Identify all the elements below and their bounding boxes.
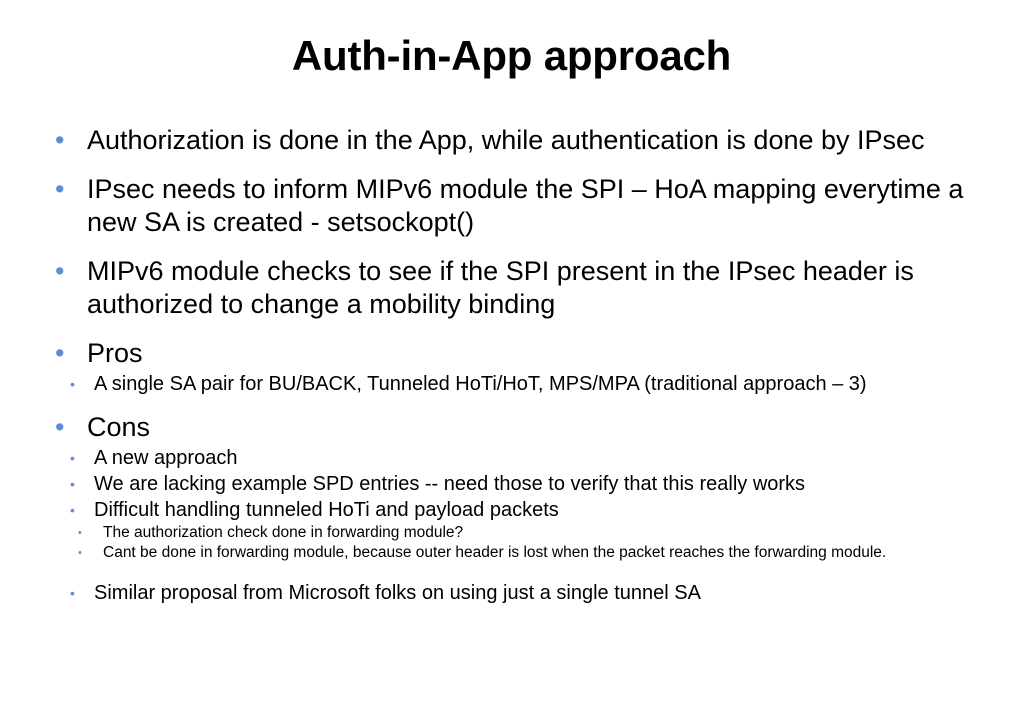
cons-list bbox=[70, 446, 985, 606]
bullet-icon: • bbox=[55, 256, 65, 286]
sub-bullet-item bbox=[70, 372, 985, 397]
bullet-icon: • bbox=[55, 338, 65, 368]
sub-bullet-item bbox=[70, 472, 985, 497]
bullet-text: IPsec needs to inform MIPv6 module the SPI – HoA mapping everytime a new SA is created - setsockopt() bbox=[87, 174, 964, 237]
bullet-text: MIPv6 module checks to see if the SPI present in the IPsec header is authorized to change a mobility binding bbox=[87, 256, 914, 319]
sub-bullet-text: We are lacking example SPD entries -- need those to verify that this really works bbox=[94, 473, 806, 495]
slide-content bbox=[55, 124, 985, 622]
bullet-icon: • bbox=[55, 125, 65, 155]
main-bullet-list bbox=[55, 124, 985, 606]
pros-list bbox=[70, 372, 985, 397]
sub-bullet-text: A single SA pair for BU/BACK, Tunneled HoTi/HoT, MPS/MPA (traditional approach – 3) bbox=[94, 373, 867, 395]
bullet-icon: • bbox=[70, 376, 75, 392]
sub-bullet-item bbox=[70, 446, 985, 471]
cons-detail-list bbox=[78, 523, 985, 563]
bullet-text: Pros bbox=[87, 338, 143, 368]
sub-bullet-item bbox=[70, 581, 985, 606]
bullet-icon: • bbox=[70, 585, 75, 601]
sub-bullet-text: Difficult handling tunneled HoTi and payload packets bbox=[94, 499, 559, 521]
sub-bullet-item bbox=[70, 498, 985, 563]
sub-bullet-text: A new approach bbox=[94, 447, 238, 469]
bullet-icon: • bbox=[78, 547, 82, 559]
sub-bullet-text: Similar proposal from Microsoft folks on using just a single tunnel SA bbox=[94, 582, 701, 604]
bullet-icon: • bbox=[55, 174, 65, 204]
bullet-item bbox=[55, 255, 985, 321]
bullet-item-cons bbox=[55, 411, 985, 606]
slide-title: Auth-in-App approach bbox=[291, 32, 732, 79]
bullet-item bbox=[55, 173, 985, 239]
bullet-icon: • bbox=[78, 527, 82, 539]
detail-bullet-item bbox=[78, 543, 985, 563]
bullet-item bbox=[55, 124, 985, 157]
detail-bullet-item bbox=[78, 523, 985, 543]
bullet-text: Authorization is done in the App, while authentication is done by IPsec bbox=[87, 125, 925, 155]
bullet-text: Cons bbox=[87, 412, 151, 442]
bullet-icon: • bbox=[70, 502, 75, 518]
bullet-icon: • bbox=[55, 412, 65, 442]
bullet-icon: • bbox=[70, 476, 75, 492]
detail-bullet-text: The authorization check done in forwarding module? bbox=[103, 524, 464, 541]
bullet-item-pros bbox=[55, 337, 985, 397]
detail-bullet-text: Cant be done in forwarding module, because outer header is lost when the packet reaches the forwarding module. bbox=[103, 544, 887, 561]
bullet-icon: • bbox=[70, 450, 75, 466]
